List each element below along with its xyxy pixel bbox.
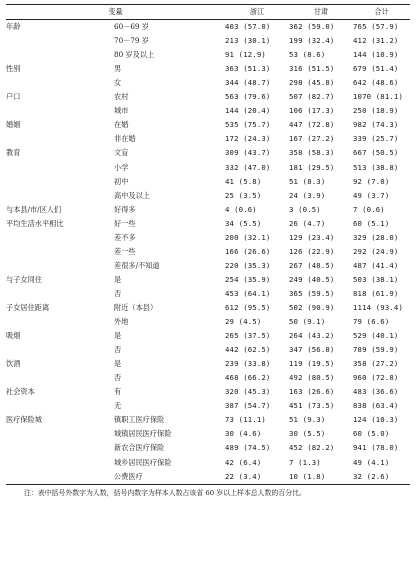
table-row bbox=[6, 371, 410, 385]
row-variable-label bbox=[6, 189, 114, 203]
row-category-label: 高中及以上 bbox=[114, 190, 150, 200]
row-category-label: 是 bbox=[114, 331, 122, 341]
row-category-label: 否 bbox=[114, 373, 122, 383]
cell-zhejiang: 220 (35.3) bbox=[225, 260, 271, 270]
row-variable-label: 饮酒 bbox=[6, 359, 21, 369]
cell-total: 49 (4.1) bbox=[353, 457, 390, 467]
cell-zhejiang: 213 (30.1) bbox=[225, 36, 271, 46]
cell-gansu: 7 (1.3) bbox=[289, 457, 321, 467]
row-category-label: 在婚 bbox=[114, 120, 129, 130]
row-category-label: 城乡居民医疗保险 bbox=[114, 457, 172, 467]
cell-zhejiang: 612 (95.5) bbox=[225, 302, 271, 312]
row-variable-label: 年龄 bbox=[6, 22, 21, 32]
row-variable-label: 医疗保险城 bbox=[6, 415, 42, 425]
row-category-label: 差不多 bbox=[114, 232, 136, 242]
row-category-label: 小学 bbox=[114, 162, 129, 172]
cell-gansu: 347 (56.8) bbox=[289, 345, 335, 355]
cell-total: 144 (10.9) bbox=[353, 50, 399, 60]
cell-zhejiang: 200 (32.1) bbox=[225, 232, 271, 242]
cell-total: 79 (6.6) bbox=[353, 317, 390, 327]
table-row bbox=[6, 20, 410, 35]
row-variable-label bbox=[6, 259, 114, 273]
statistics-table bbox=[6, 4, 410, 485]
row-category-label: 男 bbox=[114, 64, 122, 74]
row-category-label: 差一些 bbox=[114, 246, 136, 256]
row-variable-label bbox=[6, 175, 114, 189]
row-category-label: 好得多 bbox=[114, 204, 136, 214]
cell-gansu: 106 (17.3) bbox=[289, 106, 335, 116]
row-variable-label: 与本县/市/区人们 bbox=[6, 204, 62, 214]
cell-gansu: 365 (59.5) bbox=[289, 288, 335, 298]
row-variable-label bbox=[6, 441, 114, 455]
row-variable-label bbox=[6, 161, 114, 175]
row-variable-label: 教育 bbox=[6, 148, 21, 158]
cell-total: 124 (10.3) bbox=[353, 415, 399, 425]
cell-gansu: 30 (5.5) bbox=[289, 429, 326, 439]
table-row bbox=[6, 62, 410, 76]
cell-gansu: 24 (3.9) bbox=[289, 190, 326, 200]
cell-total: 679 (51.4) bbox=[353, 64, 399, 74]
row-category-label: 初中 bbox=[114, 176, 129, 186]
row-category-label: 有 bbox=[114, 387, 122, 397]
cell-zhejiang: 563 (79.6) bbox=[225, 92, 271, 102]
row-category-label: 新农合医疗保险 bbox=[114, 443, 165, 453]
cell-total: 941 (78.0) bbox=[353, 443, 399, 453]
row-category-label: 非在婚 bbox=[114, 134, 136, 144]
cell-total: 49 (3.7) bbox=[353, 190, 390, 200]
row-category-label: 80 岁及以上 bbox=[114, 50, 155, 60]
table-note: 注：表中括号外数字为人数，括号内数字为样本人数占该省 60 岁以上样本总人数的百分比。 bbox=[24, 488, 306, 497]
row-category-label: 城镇居民医疗保险 bbox=[114, 429, 172, 439]
row-category-label: 否 bbox=[114, 345, 122, 355]
row-variable-label bbox=[6, 456, 114, 470]
table-row bbox=[6, 231, 410, 245]
table-row bbox=[6, 273, 410, 287]
cell-zhejiang: 468 (66.2) bbox=[225, 373, 271, 383]
cell-total: 7 (0.6) bbox=[353, 204, 385, 214]
cell-gansu: 167 (27.2) bbox=[289, 134, 335, 144]
cell-zhejiang: 73 (11.1) bbox=[225, 415, 266, 425]
cell-zhejiang: 22 (3.4) bbox=[225, 470, 289, 485]
cell-total: 60 (5.0) bbox=[353, 429, 390, 439]
table-row bbox=[6, 441, 410, 455]
cell-zhejiang: 25 (3.5) bbox=[225, 190, 262, 200]
row-variable-label bbox=[6, 470, 114, 485]
cell-total: 92 (7.0) bbox=[353, 176, 390, 186]
cell-gansu: 126 (22.9) bbox=[289, 246, 335, 256]
cell-zhejiang: 309 (43.7) bbox=[225, 148, 271, 158]
row-variable-label bbox=[6, 76, 114, 90]
row-category-label: 农村 bbox=[114, 92, 129, 102]
cell-zhejiang: 387 (54.7) bbox=[225, 401, 271, 411]
row-category-label: 60－69 岁 bbox=[114, 22, 149, 32]
cell-zhejiang: 363 (51.3) bbox=[225, 64, 271, 74]
table-row bbox=[6, 217, 410, 231]
cell-total: 789 (59.9) bbox=[353, 345, 399, 355]
cell-total: 642 (48.6) bbox=[353, 78, 399, 88]
row-variable-label: 与子女同住 bbox=[6, 274, 42, 284]
table-row bbox=[6, 203, 410, 217]
cell-gansu: 163 (26.6) bbox=[289, 387, 335, 397]
cell-gansu: 3 (0.5) bbox=[289, 204, 321, 214]
cell-total: 250 (18.9) bbox=[353, 106, 399, 116]
table-row bbox=[6, 90, 410, 104]
table-row bbox=[6, 118, 410, 132]
cell-zhejiang: 403 (57.0) bbox=[225, 22, 271, 32]
cell-total: 32 (2.6) bbox=[353, 470, 410, 485]
cell-zhejiang: 535 (75.7) bbox=[225, 120, 271, 130]
row-variable-label bbox=[6, 371, 114, 385]
cell-total: 292 (24.9) bbox=[353, 246, 399, 256]
cell-gansu: 181 (29.5) bbox=[289, 162, 335, 172]
cell-total: 487 (41.4) bbox=[353, 260, 399, 270]
row-category-label: 无 bbox=[114, 401, 122, 411]
row-category-label: 女 bbox=[114, 78, 122, 88]
cell-gansu: 452 (82.2) bbox=[289, 443, 335, 453]
cell-total: 412 (31.2) bbox=[353, 36, 399, 46]
row-variable-label: 平均生活水平相比 bbox=[6, 218, 64, 228]
table-body bbox=[6, 20, 410, 485]
table-row bbox=[6, 175, 410, 189]
row-variable-label: 户口 bbox=[6, 92, 21, 102]
table-row bbox=[6, 259, 410, 273]
header-variable: 变量 bbox=[6, 5, 225, 20]
table-row bbox=[6, 427, 410, 441]
cell-zhejiang: 172 (24.3) bbox=[225, 134, 271, 144]
row-category-label: 外地 bbox=[114, 317, 129, 327]
row-category-label: 附近（本县） bbox=[114, 302, 158, 312]
table-row bbox=[6, 385, 410, 399]
cell-zhejiang: 320 (45.3) bbox=[225, 387, 271, 397]
cell-gansu: 264 (43.2) bbox=[289, 331, 335, 341]
table-row bbox=[6, 343, 410, 357]
table-row bbox=[6, 301, 410, 315]
table-row bbox=[6, 456, 410, 470]
cell-gansu: 53 (8.6) bbox=[289, 50, 326, 60]
cell-total: 483 (36.6) bbox=[353, 387, 399, 397]
cell-zhejiang: 30 (4.6) bbox=[225, 429, 262, 439]
row-variable-label: 吸烟 bbox=[6, 331, 21, 341]
cell-zhejiang: 442 (62.5) bbox=[225, 345, 271, 355]
table-row bbox=[6, 399, 410, 413]
row-variable-label: 子女居住距离 bbox=[6, 302, 50, 312]
cell-zhejiang: 265 (37.5) bbox=[225, 331, 271, 341]
cell-total: 765 (57.9) bbox=[353, 22, 399, 32]
header-zhejiang: 浙江 bbox=[225, 5, 289, 20]
row-variable-label bbox=[6, 104, 114, 118]
cell-zhejiang: 166 (26.6) bbox=[225, 246, 271, 256]
row-variable-label bbox=[6, 343, 114, 357]
cell-total: 339 (25.7) bbox=[353, 134, 399, 144]
cell-zhejiang: 41 (5.8) bbox=[225, 176, 262, 186]
cell-zhejiang: 144 (20.4) bbox=[225, 106, 271, 116]
cell-gansu: 51 (9.3) bbox=[289, 415, 326, 425]
cell-zhejiang: 4 (0.6) bbox=[225, 204, 257, 214]
table-row bbox=[6, 34, 410, 48]
table-row bbox=[6, 132, 410, 146]
table-row bbox=[6, 161, 410, 175]
cell-total: 838 (63.4) bbox=[353, 401, 399, 411]
cell-zhejiang: 489 (74.5) bbox=[225, 443, 271, 453]
cell-zhejiang: 254 (35.9) bbox=[225, 274, 271, 284]
table-row bbox=[6, 189, 410, 203]
table-row bbox=[6, 287, 410, 301]
cell-total: 818 (61.9) bbox=[353, 288, 399, 298]
row-variable-label bbox=[6, 245, 114, 259]
cell-zhejiang: 42 (6.4) bbox=[225, 457, 262, 467]
row-variable-label: 性别 bbox=[6, 64, 21, 74]
row-variable-label bbox=[6, 34, 114, 48]
table-row bbox=[6, 413, 410, 427]
cell-gansu: 362 (59.0) bbox=[289, 22, 335, 32]
header-total: 合计 bbox=[353, 5, 410, 20]
row-variable-label bbox=[6, 399, 114, 413]
cell-total: 529 (40.1) bbox=[353, 331, 399, 341]
row-variable-label bbox=[6, 315, 114, 329]
cell-zhejiang: 344 (48.7) bbox=[225, 78, 271, 88]
row-variable-label: 婚姻 bbox=[6, 120, 21, 130]
row-variable-label bbox=[6, 427, 114, 441]
cell-gansu: 451 (73.5) bbox=[289, 401, 335, 411]
cell-gansu: 447 (72.8) bbox=[289, 120, 335, 130]
header-gansu: 甘肃 bbox=[289, 5, 353, 20]
cell-total: 982 (74.3) bbox=[353, 120, 399, 130]
cell-total: 60 (5.1) bbox=[353, 218, 390, 228]
row-category-label: 70－79 岁 bbox=[114, 36, 149, 46]
cell-gansu: 119 (19.5) bbox=[289, 359, 335, 369]
cell-total: 329 (28.0) bbox=[353, 232, 399, 242]
table-row bbox=[6, 48, 410, 62]
row-variable-label bbox=[6, 132, 114, 146]
cell-zhejiang: 332 (47.0) bbox=[225, 162, 271, 172]
row-category-label: 是 bbox=[114, 274, 122, 284]
cell-gansu: 50 (9.1) bbox=[289, 317, 326, 327]
cell-gansu: 267 (48.5) bbox=[289, 260, 335, 270]
cell-gansu: 358 (58.3) bbox=[289, 148, 335, 158]
table-row bbox=[6, 146, 410, 160]
cell-gansu: 507 (82.7) bbox=[289, 92, 335, 102]
table-row bbox=[6, 470, 410, 485]
table-row bbox=[6, 76, 410, 90]
cell-gansu: 51 (8.3) bbox=[289, 176, 326, 186]
cell-gansu: 502 (90.9) bbox=[289, 302, 335, 312]
row-category-label: 文盲 bbox=[114, 148, 129, 158]
row-category-label: 公费医疗 bbox=[114, 470, 225, 485]
row-category-label: 否 bbox=[114, 288, 122, 298]
cell-total: 1070 (81.1) bbox=[353, 92, 403, 102]
cell-gansu: 26 (4.7) bbox=[289, 218, 326, 228]
cell-gansu: 249 (40.5) bbox=[289, 274, 335, 284]
table-row bbox=[6, 245, 410, 259]
cell-total: 667 (50.5) bbox=[353, 148, 399, 158]
table-row bbox=[6, 357, 410, 371]
table-header-row bbox=[6, 5, 410, 20]
cell-total: 503 (38.1) bbox=[353, 274, 399, 284]
row-variable-label: 社会资本 bbox=[6, 387, 35, 397]
cell-gansu: 10 (1.8) bbox=[289, 470, 353, 485]
cell-zhejiang: 29 (4.5) bbox=[225, 317, 262, 327]
cell-gansu: 316 (51.5) bbox=[289, 64, 335, 74]
row-category-label: 好一些 bbox=[114, 218, 136, 228]
row-variable-label bbox=[6, 231, 114, 245]
cell-gansu: 492 (80.5) bbox=[289, 373, 335, 383]
cell-gansu: 129 (23.4) bbox=[289, 232, 335, 242]
cell-total: 513 (38.8) bbox=[353, 162, 399, 172]
row-category-label: 是 bbox=[114, 359, 122, 369]
cell-total: 1114 (93.4) bbox=[353, 302, 403, 312]
cell-total: 358 (27.2) bbox=[353, 359, 399, 369]
row-category-label: 差很多/不知道 bbox=[114, 260, 160, 270]
row-variable-label bbox=[6, 48, 114, 62]
row-category-label: 城市 bbox=[114, 106, 129, 116]
table-row bbox=[6, 329, 410, 343]
cell-gansu: 298 (45.8) bbox=[289, 78, 335, 88]
row-variable-label bbox=[6, 287, 114, 301]
table-row bbox=[6, 104, 410, 118]
cell-zhejiang: 239 (33.8) bbox=[225, 359, 271, 369]
cell-zhejiang: 34 (5.5) bbox=[225, 218, 262, 228]
cell-zhejiang: 91 (12.9) bbox=[225, 50, 266, 60]
table-row bbox=[6, 315, 410, 329]
cell-gansu: 199 (32.4) bbox=[289, 36, 335, 46]
cell-zhejiang: 453 (64.1) bbox=[225, 288, 271, 298]
cell-total: 960 (72.8) bbox=[353, 373, 399, 383]
row-category-label: 镇职工医疗保险 bbox=[114, 415, 165, 425]
